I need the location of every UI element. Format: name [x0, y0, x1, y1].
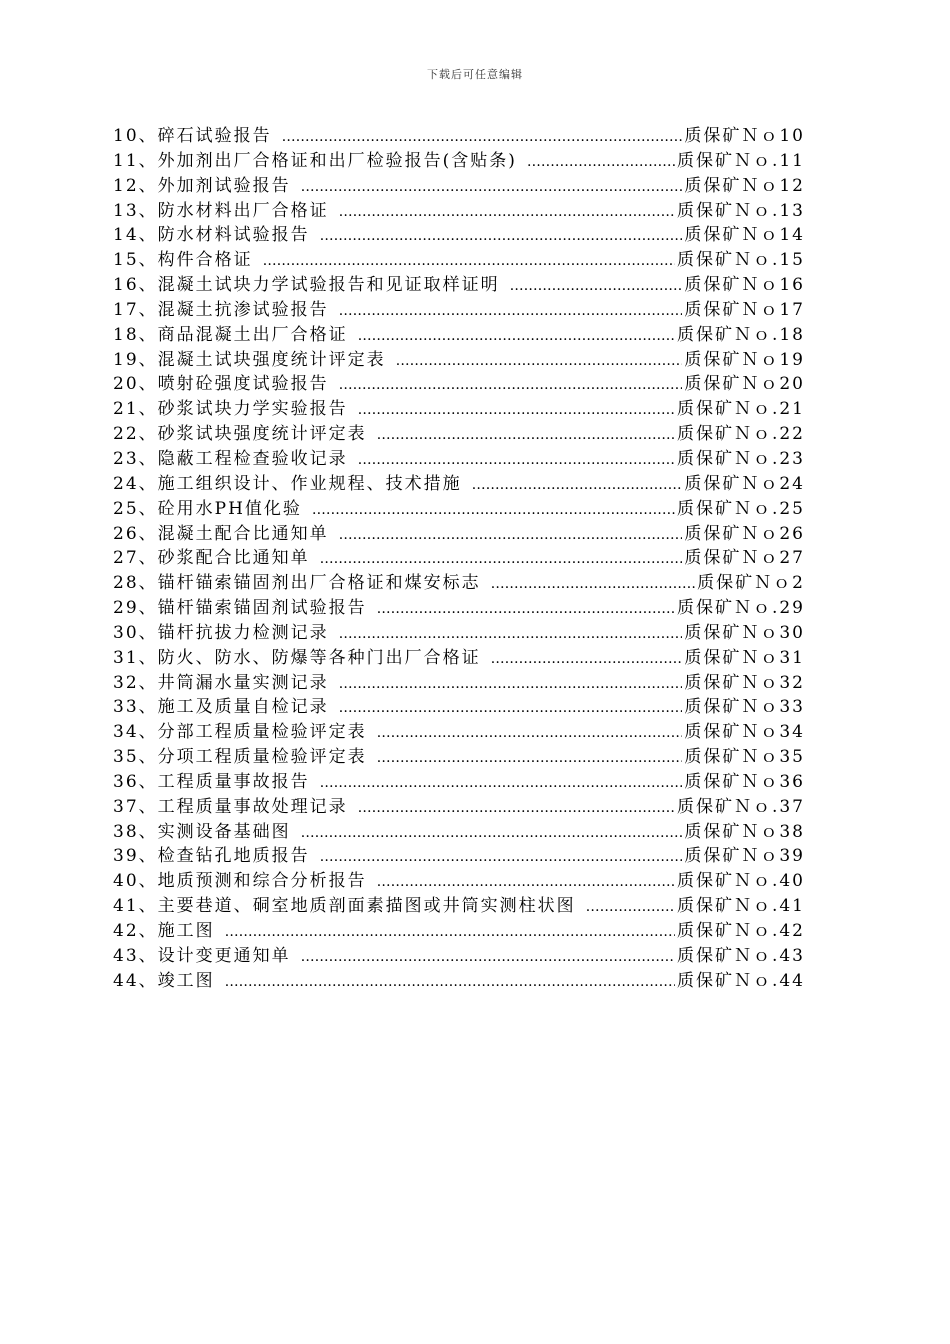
toc-item-ref: 质保矿Ｎｏ32 — [684, 672, 805, 693]
toc-item-ref: 质保矿Ｎｏ14 — [684, 225, 805, 246]
toc-item-ref: 质保矿Ｎｏ30 — [684, 622, 805, 643]
toc-dot-leader — [301, 821, 683, 846]
toc-row — [113, 795, 805, 820]
page-header: 下载后可任意编辑 — [427, 68, 523, 81]
toc-row — [113, 944, 805, 969]
toc-item-ref: 质保矿Ｎｏ12 — [684, 175, 805, 196]
toc-item-ref: 质保矿Ｎｏ.42 — [676, 921, 805, 941]
toc-row — [113, 770, 805, 795]
toc-dot-leader — [339, 696, 683, 721]
toc-item-title: 40、地质预测和综合分析报告 — [113, 871, 367, 892]
toc-item-ref: 质保矿Ｎｏ.37 — [676, 796, 805, 817]
toc-item-title: 13、防水材料出厂合格证 — [113, 200, 329, 221]
toc-item-title: 25、砼用水PH值化验 — [113, 498, 302, 519]
toc-row — [113, 273, 805, 298]
toc-row — [113, 149, 805, 174]
toc-item-title: 29、锚杆锚索锚固剂试验报告 — [113, 598, 367, 619]
toc-dot-leader — [586, 895, 675, 920]
toc-dot-leader — [301, 175, 683, 200]
toc-row — [113, 348, 805, 373]
toc-dot-leader — [339, 200, 675, 225]
toc-row — [113, 671, 805, 696]
toc-dot-leader — [225, 970, 675, 995]
toc-item-ref: 质保矿Ｎｏ.29 — [676, 598, 805, 619]
toc-row — [113, 745, 805, 770]
toc-row — [113, 372, 805, 397]
toc-item-title: 32、井筒漏水量实测记录 — [113, 672, 329, 693]
toc-dot-leader — [339, 373, 683, 398]
toc-dot-leader — [312, 498, 675, 523]
toc-item-title: 26、混凝土配合比通知单 — [113, 523, 329, 544]
toc-row — [113, 546, 805, 571]
toc-dot-leader — [358, 398, 675, 423]
toc-row — [113, 621, 805, 646]
toc-item-title: 35、分项工程质量检验评定表 — [113, 747, 367, 768]
toc-item-ref: 质保矿Ｎｏ24 — [684, 473, 805, 494]
toc-dot-leader — [377, 597, 675, 622]
toc-dot-leader — [510, 274, 683, 299]
toc-dot-leader — [339, 299, 683, 324]
toc-dot-leader — [491, 647, 683, 672]
toc-row — [113, 199, 805, 224]
toc-row — [113, 844, 805, 869]
table-of-contents — [113, 124, 805, 994]
toc-row — [113, 223, 805, 248]
toc-row — [113, 447, 805, 472]
toc-row — [113, 323, 805, 348]
toc-item-ref: 质保矿Ｎｏ.22 — [676, 424, 805, 445]
toc-item-title: 22、砂浆试块强度统计评定表 — [113, 424, 367, 445]
toc-dot-leader — [339, 523, 683, 548]
toc-dot-leader — [225, 920, 675, 945]
toc-item-title: 44、竣工图 — [113, 970, 215, 991]
toc-dot-leader — [320, 547, 683, 572]
toc-item-ref: 质保矿Ｎｏ2 — [697, 573, 805, 594]
toc-item-title: 17、混凝土抗渗试验报告 — [113, 299, 329, 320]
toc-item-ref: 质保矿Ｎｏ35 — [684, 747, 805, 768]
toc-dot-leader — [301, 945, 675, 970]
toc-dot-leader — [358, 448, 675, 473]
toc-item-title: 33、施工及质量自检记录 — [113, 697, 329, 718]
toc-row — [113, 820, 805, 845]
toc-item-title: 28、锚杆锚索锚固剂出厂合格证和煤安标志 — [113, 573, 481, 594]
toc-row — [113, 472, 805, 497]
toc-item-title: 15、构件合格证 — [113, 250, 253, 271]
toc-row — [113, 397, 805, 422]
toc-item-title: 34、分部工程质量检验评定表 — [113, 722, 367, 743]
toc-dot-leader — [339, 672, 683, 697]
toc-item-ref: 质保矿Ｎｏ.41 — [676, 896, 805, 917]
toc-item-ref: 质保矿Ｎｏ.23 — [676, 448, 805, 469]
toc-row — [113, 522, 805, 547]
toc-item-title: 10、碎石试验报告 — [113, 126, 272, 146]
toc-dot-leader — [396, 349, 683, 374]
toc-dot-leader — [320, 771, 683, 796]
toc-row — [113, 174, 805, 199]
toc-dot-leader — [282, 125, 683, 150]
toc-item-ref: 质保矿Ｎｏ36 — [684, 771, 805, 792]
toc-item-title: 36、工程质量事故报告 — [113, 771, 310, 792]
toc-item-ref: 质保矿Ｎｏ39 — [684, 846, 805, 867]
toc-item-title: 12、外加剂试验报告 — [113, 175, 291, 196]
toc-dot-leader — [320, 224, 683, 249]
toc-item-title: 38、实测设备基础图 — [113, 821, 291, 842]
toc-row — [113, 298, 805, 323]
toc-item-ref: 质保矿Ｎｏ.11 — [676, 150, 805, 171]
toc-row — [113, 497, 805, 522]
toc-dot-leader — [377, 870, 675, 895]
toc-dot-leader — [339, 622, 683, 647]
toc-item-title: 31、防火、防水、防爆等各种门出厂合格证 — [113, 647, 481, 668]
toc-item-title: 39、检查钻孔地质报告 — [113, 846, 310, 867]
toc-row — [113, 919, 805, 944]
toc-dot-leader — [491, 572, 696, 597]
toc-row — [113, 894, 805, 919]
toc-row — [113, 869, 805, 894]
toc-item-ref: 质保矿Ｎｏ.44 — [676, 970, 805, 991]
toc-row — [113, 124, 805, 149]
toc-dot-leader — [358, 324, 675, 349]
toc-dot-leader — [320, 845, 683, 870]
toc-item-ref: 质保矿Ｎｏ.43 — [676, 945, 805, 966]
toc-item-ref: 质保矿Ｎｏ16 — [684, 275, 805, 296]
toc-item-title: 24、施工组织设计、作业规程、技术措施 — [113, 473, 462, 494]
toc-item-ref: 质保矿Ｎｏ.13 — [676, 200, 805, 221]
toc-row — [113, 571, 805, 596]
toc-item-ref: 质保矿Ｎｏ31 — [684, 647, 805, 668]
toc-item-title: 23、隐蔽工程检查验收记录 — [113, 448, 348, 469]
toc-item-ref: 质保矿Ｎｏ.25 — [676, 498, 805, 519]
toc-item-ref: 质保矿Ｎｏ10 — [684, 126, 805, 146]
toc-dot-leader — [377, 721, 683, 746]
toc-dot-leader — [358, 796, 675, 821]
toc-item-ref: 质保矿Ｎｏ26 — [684, 523, 805, 544]
toc-row — [113, 422, 805, 447]
toc-item-title: 21、砂浆试块力学实验报告 — [113, 399, 348, 420]
toc-item-ref: 质保矿Ｎｏ33 — [684, 697, 805, 718]
toc-item-ref: 质保矿Ｎｏ38 — [684, 821, 805, 842]
toc-dot-leader — [527, 150, 675, 175]
toc-item-title: 42、施工图 — [113, 921, 215, 941]
toc-item-title: 18、商品混凝土出厂合格证 — [113, 324, 348, 345]
toc-item-ref: 质保矿Ｎｏ.15 — [676, 250, 805, 271]
toc-item-title: 20、喷射砼强度试验报告 — [113, 374, 329, 395]
toc-item-ref: 质保矿Ｎｏ27 — [684, 548, 805, 569]
toc-item-title: 43、设计变更通知单 — [113, 945, 291, 966]
toc-item-title: 19、混凝土试块强度统计评定表 — [113, 349, 386, 370]
toc-row — [113, 720, 805, 745]
toc-dot-leader — [472, 473, 683, 498]
toc-item-ref: 质保矿Ｎｏ19 — [684, 349, 805, 370]
toc-item-title: 27、砂浆配合比通知单 — [113, 548, 310, 569]
toc-row — [113, 969, 805, 994]
toc-row — [113, 248, 805, 273]
toc-item-ref: 质保矿Ｎｏ34 — [684, 722, 805, 743]
toc-item-ref: 质保矿Ｎｏ17 — [684, 299, 805, 320]
toc-item-title: 14、防水材料试验报告 — [113, 225, 310, 246]
toc-dot-leader — [263, 249, 675, 274]
toc-item-ref: 质保矿Ｎｏ.21 — [676, 399, 805, 420]
toc-item-ref: 质保矿Ｎｏ20 — [684, 374, 805, 395]
toc-dot-leader — [377, 746, 683, 771]
toc-row — [113, 596, 805, 621]
toc-item-title: 11、外加剂出厂合格证和出厂检验报告(含贴条) — [113, 150, 517, 171]
toc-item-title: 30、锚杆抗拔力检测记录 — [113, 622, 329, 643]
toc-item-ref: 质保矿Ｎｏ.18 — [676, 324, 805, 345]
toc-item-title: 16、混凝土试块力学试验报告和见证取样证明 — [113, 275, 500, 296]
toc-item-title: 41、主要巷道、硐室地质剖面素描图或井筒实测柱状图 — [113, 896, 576, 917]
toc-item-ref: 质保矿Ｎｏ.40 — [676, 871, 805, 892]
toc-item-title: 37、工程质量事故处理记录 — [113, 796, 348, 817]
toc-row — [113, 646, 805, 671]
toc-row — [113, 695, 805, 720]
toc-dot-leader — [377, 423, 675, 448]
